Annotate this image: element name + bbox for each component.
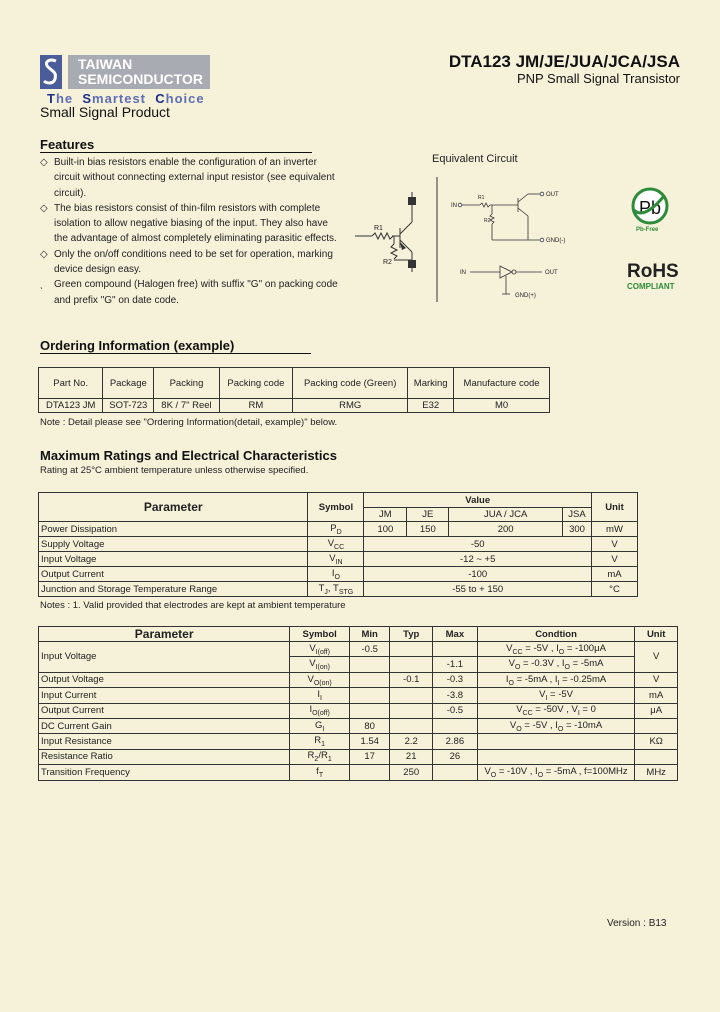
ordering-cell: M0 (454, 399, 550, 413)
condition-subscript: O (508, 679, 514, 687)
mr-symbol-cell: $I_O$ (308, 567, 364, 582)
ordering-cell: E32 (408, 399, 454, 413)
circuit-label-in-2: IN (460, 270, 466, 276)
condition-subscript: I (577, 710, 580, 718)
equivalent-circuit-diagram (350, 172, 580, 307)
mr-header-unit: Unit (592, 493, 638, 522)
ec-symbol-cell: $R_1$ (290, 734, 350, 749)
symbol-subscript: 1 (321, 740, 326, 748)
symbol-subscript: D (336, 528, 342, 536)
ec-min-cell: 1.54 (349, 734, 389, 749)
table-row (39, 765, 678, 780)
mr-unit-cell: mW (592, 522, 638, 537)
logo-line-1: TAIWAN (78, 56, 133, 72)
ec-typ-cell: -0.1 (390, 672, 433, 687)
condition-subscript: O (490, 771, 497, 779)
circuit-label-gnd-2: GND(+) (515, 293, 536, 299)
condition-subscript: CC (522, 710, 533, 718)
ec-header-cell: Min (349, 627, 389, 642)
mr-value-cell: 200 (449, 522, 563, 537)
symbol-subscript: T (318, 771, 324, 779)
slogan-word-1: The (47, 91, 74, 106)
pb-label: Pb (638, 198, 662, 218)
ec-header-cell: Parameter (39, 627, 290, 642)
ordering-cell: 8K / 7" Reel (154, 399, 219, 413)
condition-subscript: O (558, 648, 565, 656)
table-row (39, 582, 638, 597)
mr-value-cell: -12 ~ +5 (364, 552, 592, 567)
feature-text: Built-in bias resistors enable the configuration of an inverter circuit without connecting external input resistor (see equivalent circuit). (54, 157, 335, 199)
ec-header-cell: Max (433, 627, 478, 642)
mr-symbol-cell: $V_{IN}$ (308, 552, 364, 567)
ec-max-cell (433, 642, 478, 657)
ordering-header-cell: Packing (154, 368, 219, 399)
features-title: Features (40, 137, 95, 152)
ec-condition-cell: $I_O = -5mA$ , $I_I = -0.25mA$ (477, 672, 635, 687)
ec-max-cell: 26 (433, 749, 478, 764)
symbol-subscript: IN (335, 558, 343, 566)
ec-condition-cell: $V_I = -5V$ (477, 688, 635, 703)
rohs-compliant-label: COMPLIANT (627, 282, 675, 291)
mr-value-cell: -100 (364, 567, 592, 582)
symbol-subscript: 2 (314, 756, 319, 764)
ec-max-cell: -1.1 (433, 657, 478, 672)
table-row (39, 749, 678, 764)
ec-min-cell (349, 765, 389, 780)
ec-min-cell (349, 657, 389, 672)
symbol-subscript: O(on) (313, 679, 332, 687)
feature-bullet-icon: ˎ (40, 279, 44, 291)
ec-symbol-cell: $I_{O(off)}$ (290, 703, 350, 718)
mr-unit-cell: V (592, 552, 638, 567)
mr-symbol-cell: $V_{CC}$ (308, 537, 364, 552)
ordering-cell: RMG (293, 399, 408, 413)
mr-subheader-cell: JM (364, 508, 407, 522)
ec-parameter-cell: Output Voltage (39, 672, 290, 687)
ec-condition-cell: $V_O = -5V$ , $I_O = -10mA$ (477, 718, 635, 733)
ec-min-cell (349, 672, 389, 687)
ec-header-cell: Condtion (477, 627, 635, 642)
ec-condition-cell: $V_{CC} = -50V$ , $V_I = 0$ (477, 703, 635, 718)
part-number-title: DTA123 JM/JE/JUA/JCA/JSA (448, 52, 680, 71)
table-row (39, 537, 638, 552)
ordering-header-cell: Manufacture code (454, 368, 550, 399)
ec-min-cell: 80 (349, 718, 389, 733)
ec-max-cell: -3.8 (433, 688, 478, 703)
ec-typ-cell (390, 703, 433, 718)
mr-value-cell: 150 (407, 522, 449, 537)
feature-bullet-icon: ◇ (40, 157, 48, 168)
ec-header-cell: Typ (390, 627, 433, 642)
mr-parameter-cell: Junction and Storage Temperature Range (39, 582, 308, 597)
ec-parameter-cell: Input Voltage (39, 642, 290, 673)
condition-subscript: O (564, 664, 570, 672)
feature-bullet-icon: ◇ (40, 248, 48, 260)
ec-symbol-cell: $G_I$ (290, 718, 350, 733)
circuit-label-gnd: GND(-) (546, 238, 566, 244)
ec-unit-cell: KΩ (635, 734, 678, 749)
ec-unit-cell: V (635, 642, 678, 673)
ec-parameter-cell: Transition Frequency (39, 765, 290, 780)
condition-subscript: O (557, 725, 564, 733)
max-ratings-note: Notes : 1. Valid provided that electrodes are kept at ambient temperature (40, 600, 346, 611)
max-ratings-subtitle: Rating at 25°C ambient temperature unless otherwise specified. (40, 465, 309, 476)
condition-subscript: I (557, 679, 560, 687)
symbol-subscript: I(on) (315, 664, 331, 672)
condition-subscript: O (537, 771, 544, 779)
ec-min-cell: 17 (349, 749, 389, 764)
rohs-badge (627, 262, 679, 291)
mr-parameter-cell: Output Current (39, 567, 308, 582)
table-row (39, 642, 678, 657)
features-list (40, 155, 340, 308)
ec-parameter-cell: Output Current (39, 703, 290, 718)
ordering-cell: RM (219, 399, 292, 413)
symbol-subscript: I(off) (315, 648, 330, 656)
table-row (39, 672, 678, 687)
ec-parameter-cell: DC Current Gain (39, 718, 290, 733)
ec-min-cell (349, 688, 389, 703)
mr-unit-cell: mA (592, 567, 638, 582)
ec-typ-cell (390, 688, 433, 703)
pb-free-label: Pb-Free (636, 227, 659, 233)
ec-header-cell: Symbol (290, 627, 350, 642)
part-description: PNP Small Signal Transistor (516, 71, 680, 86)
version-label: Version : B13 (607, 918, 667, 929)
ec-condition-cell: $V_O = -10V$ , $I_O = -5mA$ , f=100MHz (477, 765, 635, 780)
ordering-note: Note : Detail please see "Ordering Information(detail, example)" below. (40, 417, 338, 428)
symbol-subscript: I (322, 725, 325, 733)
mr-subheader-cell: JUA / JCA (449, 508, 563, 522)
feature-text: Green compound (Halogen free) with suffix "G" on packing code and prefix "G" on date code. (54, 279, 338, 306)
table-row (39, 567, 638, 582)
mr-value-cell: 100 (364, 522, 407, 537)
rohs-label: RoHS (627, 261, 679, 282)
condition-subscript: O (516, 725, 522, 733)
slogan-word-3: Choice (155, 91, 205, 106)
mr-value-cell: -55 to + 150 (364, 582, 592, 597)
ec-symbol-cell: $R_2/R_1$ (290, 749, 350, 764)
ec-min-cell: -0.5 (349, 642, 389, 657)
table-row (39, 703, 678, 718)
ec-parameter-cell: Input Resistance (39, 734, 290, 749)
mr-header-parameter: Parameter (39, 493, 308, 522)
ec-unit-cell: V (635, 672, 678, 687)
ordering-heading: Ordering Information (example) (40, 338, 235, 353)
ec-symbol-cell: $V_{I(off)}$ (290, 642, 350, 657)
feature-item (40, 155, 340, 201)
ec-typ-cell: 250 (390, 765, 433, 780)
ordering-header-cell: Package (103, 368, 154, 399)
symbol-subscript: O(off) (312, 710, 330, 718)
electrical-characteristics-table (38, 626, 678, 781)
ordering-header-cell: Packing code (219, 368, 292, 399)
ec-max-cell: -0.3 (433, 672, 478, 687)
mr-symbol-cell: $P_D$ (308, 522, 364, 537)
table-row (39, 688, 678, 703)
mr-value-cell: 300 (563, 522, 592, 537)
ec-typ-cell: 21 (390, 749, 433, 764)
mr-parameter-cell: Supply Voltage (39, 537, 308, 552)
symbol-subscript: STG (338, 588, 354, 596)
ec-symbol-cell: $f_T$ (290, 765, 350, 780)
mr-unit-cell: °C (592, 582, 638, 597)
ec-parameter-cell: Resistance Ratio (39, 749, 290, 764)
ordering-header-cell: Part No. (39, 368, 103, 399)
symbol-subscript: I (319, 694, 322, 702)
ec-typ-cell (390, 718, 433, 733)
condition-subscript: CC (512, 648, 523, 656)
pb-free-icon (628, 186, 672, 230)
ec-condition-cell: $V_O = -0.3V$ , $I_O = -5mA$ (477, 657, 635, 672)
ec-parameter-cell: Input Current (39, 688, 290, 703)
circuit-label-r1: R1 (374, 225, 383, 232)
ordering-header-cell: Marking (408, 368, 454, 399)
feature-item (40, 277, 340, 308)
table-row (39, 552, 638, 567)
ec-unit-cell (635, 749, 678, 764)
symbol-subscript: 1 (327, 756, 332, 764)
mr-header-value: Value (364, 493, 592, 508)
condition-subscript: O (514, 664, 521, 672)
mr-symbol-cell: $T_J$, $T_{STG}$ (308, 582, 364, 597)
ec-symbol-cell: $V_{O(on)}$ (290, 672, 350, 687)
feature-item (40, 201, 340, 247)
symbol-subscript: J (324, 588, 328, 596)
circuit-label-r1-small: R1 (478, 195, 485, 201)
symbol-subscript: CC (334, 543, 345, 551)
mr-header-symbol: Symbol (308, 493, 364, 522)
ordering-table (38, 367, 550, 413)
ec-condition-cell: $V_{CC} = -5V$ , $I_O = -100\mu A$ (477, 642, 635, 657)
circuit-label-in: IN (451, 203, 457, 209)
feature-item (40, 247, 340, 278)
ordering-cell: SOT-723 (103, 399, 154, 413)
mr-unit-cell: V (592, 537, 638, 552)
logo-line-2: SEMICONDUCTOR (78, 71, 203, 87)
table-row (39, 718, 678, 733)
table-row (39, 734, 678, 749)
circuit-label-out: OUT (546, 192, 559, 198)
ec-max-cell (433, 718, 478, 733)
company-logo-mark (40, 55, 62, 89)
circuit-label-r2: R2 (383, 259, 392, 266)
ec-condition-cell (477, 749, 635, 764)
ec-max-cell: 2.86 (433, 734, 478, 749)
table-row (39, 522, 638, 537)
ec-typ-cell (390, 657, 433, 672)
mr-value-cell: -50 (364, 537, 592, 552)
ec-typ-cell: 2.2 (390, 734, 433, 749)
ec-max-cell (433, 765, 478, 780)
ec-max-cell: -0.5 (433, 703, 478, 718)
ec-symbol-cell: $V_{I(on)}$ (290, 657, 350, 672)
ec-condition-cell (477, 734, 635, 749)
features-heading (40, 137, 94, 152)
ordering-cell: DTA123 JM (39, 399, 103, 413)
ordering-header-cell: Packing code (Green) (293, 368, 408, 399)
slogan-word-2: Smartest (82, 91, 146, 106)
ec-header-cell: Unit (635, 627, 678, 642)
ec-symbol-cell: $I_I$ (290, 688, 350, 703)
product-category: Small Signal Product (40, 104, 170, 120)
ec-unit-cell (635, 718, 678, 733)
feature-text: Only the on/off conditions need to be set for operation, marking device design easy. (54, 248, 333, 276)
ec-unit-cell: μA (635, 703, 678, 718)
max-ratings-heading: Maximum Ratings and Electrical Characteristics (40, 448, 337, 463)
circuit-label-r2-small: R2 (484, 218, 491, 224)
equivalent-circuit-title: Equivalent Circuit (432, 153, 518, 165)
symbol-subscript: O (334, 573, 340, 581)
circuit-label-out-2: OUT (545, 270, 558, 276)
feature-text: The bias resistors consist of thin-film resistors with complete isolation to allow negative biasing of the input. They also have the advantage of almost completely eliminating parasitic effects. (54, 202, 337, 245)
mr-subheader-cell: JE (407, 508, 449, 522)
ec-typ-cell (390, 642, 433, 657)
ec-unit-cell: MHz (635, 765, 678, 780)
ec-unit-cell: mA (635, 688, 678, 703)
company-logo-text (68, 55, 210, 89)
condition-subscript: I (545, 694, 548, 702)
mr-subheader-cell: JSA (563, 508, 592, 522)
feature-bullet-icon: ◇ (40, 202, 48, 214)
mr-parameter-cell: Input Voltage (39, 552, 308, 567)
max-ratings-table (38, 492, 638, 597)
ec-min-cell (349, 703, 389, 718)
features-underline (40, 152, 312, 153)
mr-parameter-cell: Power Dissipation (39, 522, 308, 537)
ordering-underline (40, 353, 311, 354)
